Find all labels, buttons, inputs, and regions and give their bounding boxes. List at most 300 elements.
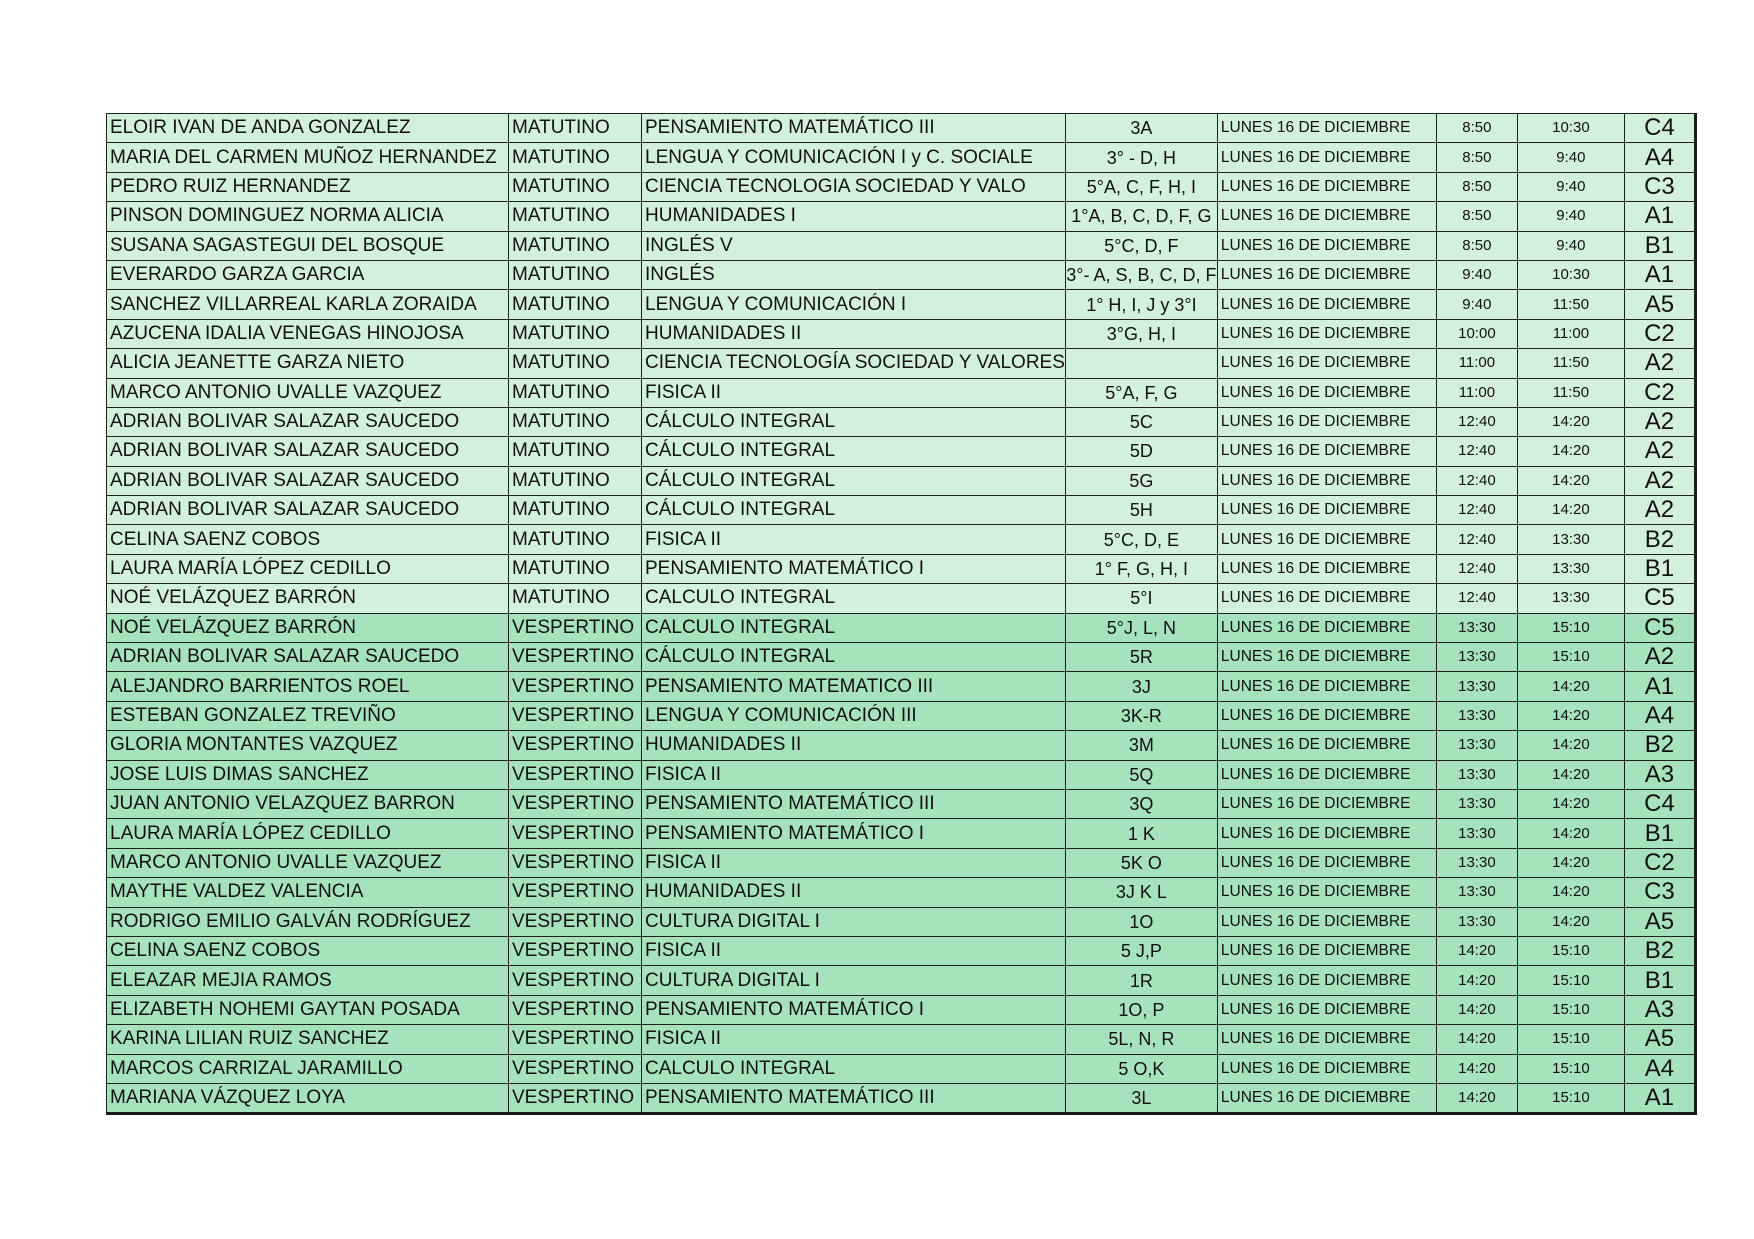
end-time-cell: 10:30	[1517, 114, 1624, 143]
date-cell: LUNES 16 DE DICIEMBRE	[1217, 525, 1436, 554]
shift-cell: MATUTINO	[509, 231, 642, 260]
subject-cell: PENSAMIENTO MATEMÁTICO III	[642, 789, 1066, 818]
room-cell: C3	[1624, 172, 1695, 201]
room-cell: A3	[1624, 995, 1695, 1024]
table-row	[107, 584, 1696, 613]
shift-cell: VESPERTINO	[509, 907, 642, 936]
table-row	[107, 1025, 1696, 1054]
group-cell	[1065, 349, 1217, 378]
group-cell: 3J	[1065, 672, 1217, 701]
group-cell: 5°C, D, E	[1065, 525, 1217, 554]
subject-cell: CALCULO INTEGRAL	[642, 613, 1066, 642]
end-time-cell: 14:20	[1517, 437, 1624, 466]
subject-cell: CÁLCULO INTEGRAL	[642, 466, 1066, 495]
date-cell: LUNES 16 DE DICIEMBRE	[1217, 819, 1436, 848]
end-time-cell: 15:10	[1517, 1054, 1624, 1083]
teacher-cell: KARINA LILIAN RUIZ SANCHEZ	[107, 1025, 509, 1054]
subject-cell: HUMANIDADES II	[642, 878, 1066, 907]
group-cell: 5°A, C, F, H, I	[1065, 172, 1217, 201]
date-cell: LUNES 16 DE DICIEMBRE	[1217, 407, 1436, 436]
room-cell: B1	[1624, 819, 1695, 848]
start-time-cell: 13:30	[1436, 643, 1517, 672]
start-time-cell: 12:40	[1436, 407, 1517, 436]
subject-cell: CIENCIA TECNOLOGIA SOCIEDAD Y VALO	[642, 172, 1066, 201]
start-time-cell: 13:30	[1436, 819, 1517, 848]
room-cell: A5	[1624, 907, 1695, 936]
group-cell: 5L, N, R	[1065, 1025, 1217, 1054]
end-time-cell: 9:40	[1517, 202, 1624, 231]
start-time-cell: 13:30	[1436, 907, 1517, 936]
shift-cell: VESPERTINO	[509, 1054, 642, 1083]
date-cell: LUNES 16 DE DICIEMBRE	[1217, 848, 1436, 877]
table-row	[107, 995, 1696, 1024]
shift-cell: VESPERTINO	[509, 819, 642, 848]
subject-cell: FISICA II	[642, 1025, 1066, 1054]
shift-cell: VESPERTINO	[509, 936, 642, 965]
table-row	[107, 319, 1696, 348]
teacher-cell: MARIANA VÁZQUEZ LOYA	[107, 1083, 509, 1113]
start-time-cell: 13:30	[1436, 848, 1517, 877]
date-cell: LUNES 16 DE DICIEMBRE	[1217, 760, 1436, 789]
end-time-cell: 14:20	[1517, 907, 1624, 936]
group-cell: 5K O	[1065, 848, 1217, 877]
date-cell: LUNES 16 DE DICIEMBRE	[1217, 907, 1436, 936]
end-time-cell: 14:20	[1517, 731, 1624, 760]
table-body	[107, 114, 1696, 1114]
date-cell: LUNES 16 DE DICIEMBRE	[1217, 1054, 1436, 1083]
group-cell: 5D	[1065, 437, 1217, 466]
start-time-cell: 8:50	[1436, 231, 1517, 260]
shift-cell: VESPERTINO	[509, 995, 642, 1024]
room-cell: C2	[1624, 848, 1695, 877]
date-cell: LUNES 16 DE DICIEMBRE	[1217, 878, 1436, 907]
group-cell: 3°- A, S, B, C, D, F	[1065, 260, 1217, 289]
start-time-cell: 8:50	[1436, 202, 1517, 231]
teacher-cell: LAURA MARÍA LÓPEZ CEDILLO	[107, 554, 509, 583]
subject-cell: PENSAMIENTO MATEMÁTICO III	[642, 1083, 1066, 1113]
date-cell: LUNES 16 DE DICIEMBRE	[1217, 172, 1436, 201]
room-cell: A4	[1624, 701, 1695, 730]
room-cell: C5	[1624, 613, 1695, 642]
end-time-cell: 10:30	[1517, 260, 1624, 289]
group-cell: 5Q	[1065, 760, 1217, 789]
subject-cell: FISICA II	[642, 525, 1066, 554]
start-time-cell: 14:20	[1436, 966, 1517, 995]
date-cell: LUNES 16 DE DICIEMBRE	[1217, 731, 1436, 760]
table-row	[107, 1054, 1696, 1083]
teacher-cell: CELINA SAENZ COBOS	[107, 525, 509, 554]
room-cell: A1	[1624, 202, 1695, 231]
table-row	[107, 202, 1696, 231]
shift-cell: MATUTINO	[509, 260, 642, 289]
table-row	[107, 848, 1696, 877]
table-row	[107, 407, 1696, 436]
date-cell: LUNES 16 DE DICIEMBRE	[1217, 290, 1436, 319]
teacher-cell: ELEAZAR MEJIA RAMOS	[107, 966, 509, 995]
room-cell: B1	[1624, 231, 1695, 260]
date-cell: LUNES 16 DE DICIEMBRE	[1217, 643, 1436, 672]
room-cell: B2	[1624, 936, 1695, 965]
table-row	[107, 143, 1696, 172]
start-time-cell: 8:50	[1436, 114, 1517, 143]
date-cell: LUNES 16 DE DICIEMBRE	[1217, 613, 1436, 642]
shift-cell: VESPERTINO	[509, 1083, 642, 1113]
group-cell: 5°A, F, G	[1065, 378, 1217, 407]
subject-cell: HUMANIDADES I	[642, 202, 1066, 231]
subject-cell: PENSAMIENTO MATEMATICO III	[642, 672, 1066, 701]
table-row	[107, 114, 1696, 143]
teacher-cell: ELOIR IVAN DE ANDA GONZALEZ	[107, 114, 509, 143]
subject-cell: CÁLCULO INTEGRAL	[642, 407, 1066, 436]
table-row	[107, 466, 1696, 495]
table-row	[107, 260, 1696, 289]
subject-cell: LENGUA Y COMUNICACIÓN I	[642, 290, 1066, 319]
group-cell: 5C	[1065, 407, 1217, 436]
date-cell: LUNES 16 DE DICIEMBRE	[1217, 1025, 1436, 1054]
table-row	[107, 819, 1696, 848]
end-time-cell: 15:10	[1517, 613, 1624, 642]
teacher-cell: ALEJANDRO BARRIENTOS ROEL	[107, 672, 509, 701]
teacher-cell: NOÉ VELÁZQUEZ BARRÓN	[107, 613, 509, 642]
date-cell: LUNES 16 DE DICIEMBRE	[1217, 231, 1436, 260]
room-cell: B1	[1624, 966, 1695, 995]
table-row	[107, 349, 1696, 378]
start-time-cell: 14:20	[1436, 1054, 1517, 1083]
date-cell: LUNES 16 DE DICIEMBRE	[1217, 584, 1436, 613]
table-row	[107, 613, 1696, 642]
subject-cell: CÁLCULO INTEGRAL	[642, 437, 1066, 466]
end-time-cell: 9:40	[1517, 172, 1624, 201]
date-cell: LUNES 16 DE DICIEMBRE	[1217, 349, 1436, 378]
end-time-cell: 14:20	[1517, 789, 1624, 818]
group-cell: 1° H, I, J y 3°I	[1065, 290, 1217, 319]
table-row	[107, 437, 1696, 466]
shift-cell: MATUTINO	[509, 319, 642, 348]
start-time-cell: 13:30	[1436, 789, 1517, 818]
table-row	[107, 789, 1696, 818]
date-cell: LUNES 16 DE DICIEMBRE	[1217, 466, 1436, 495]
group-cell: 3M	[1065, 731, 1217, 760]
room-cell: A4	[1624, 143, 1695, 172]
start-time-cell: 11:00	[1436, 349, 1517, 378]
date-cell: LUNES 16 DE DICIEMBRE	[1217, 701, 1436, 730]
teacher-cell: ELIZABETH NOHEMI GAYTAN POSADA	[107, 995, 509, 1024]
room-cell: A5	[1624, 1025, 1695, 1054]
teacher-cell: ADRIAN BOLIVAR SALAZAR SAUCEDO	[107, 437, 509, 466]
room-cell: B1	[1624, 554, 1695, 583]
start-time-cell: 10:00	[1436, 319, 1517, 348]
shift-cell: MATUTINO	[509, 349, 642, 378]
teacher-cell: MARCOS CARRIZAL JARAMILLO	[107, 1054, 509, 1083]
end-time-cell: 14:20	[1517, 672, 1624, 701]
date-cell: LUNES 16 DE DICIEMBRE	[1217, 437, 1436, 466]
room-cell: A2	[1624, 466, 1695, 495]
date-cell: LUNES 16 DE DICIEMBRE	[1217, 114, 1436, 143]
room-cell: B2	[1624, 731, 1695, 760]
date-cell: LUNES 16 DE DICIEMBRE	[1217, 378, 1436, 407]
table-row	[107, 496, 1696, 525]
end-time-cell: 11:50	[1517, 290, 1624, 319]
subject-cell: CÁLCULO INTEGRAL	[642, 496, 1066, 525]
shift-cell: MATUTINO	[509, 437, 642, 466]
table-row	[107, 172, 1696, 201]
group-cell: 5R	[1065, 643, 1217, 672]
end-time-cell: 14:20	[1517, 407, 1624, 436]
group-cell: 5 O,K	[1065, 1054, 1217, 1083]
subject-cell: LENGUA Y COMUNICACIÓN I y C. SOCIALE	[642, 143, 1066, 172]
subject-cell: CULTURA DIGITAL I	[642, 966, 1066, 995]
shift-cell: MATUTINO	[509, 378, 642, 407]
group-cell: 1°A, B, C, D, F, G	[1065, 202, 1217, 231]
group-cell: 5 J,P	[1065, 936, 1217, 965]
start-time-cell: 9:40	[1436, 260, 1517, 289]
room-cell: B2	[1624, 525, 1695, 554]
group-cell: 5°I	[1065, 584, 1217, 613]
table-row	[107, 760, 1696, 789]
table-row	[107, 966, 1696, 995]
end-time-cell: 9:40	[1517, 143, 1624, 172]
group-cell: 3°G, H, I	[1065, 319, 1217, 348]
room-cell: C4	[1624, 789, 1695, 818]
group-cell: 3° - D, H	[1065, 143, 1217, 172]
group-cell: 5H	[1065, 496, 1217, 525]
shift-cell: MATUTINO	[509, 143, 642, 172]
end-time-cell: 15:10	[1517, 995, 1624, 1024]
teacher-cell: ESTEBAN GONZALEZ TREVIÑO	[107, 701, 509, 730]
end-time-cell: 9:40	[1517, 231, 1624, 260]
teacher-cell: MAYTHE VALDEZ VALENCIA	[107, 878, 509, 907]
start-time-cell: 12:40	[1436, 554, 1517, 583]
start-time-cell: 12:40	[1436, 496, 1517, 525]
subject-cell: FISICA II	[642, 378, 1066, 407]
subject-cell: PENSAMIENTO MATEMÁTICO I	[642, 554, 1066, 583]
start-time-cell: 11:00	[1436, 378, 1517, 407]
subject-cell: PENSAMIENTO MATEMÁTICO III	[642, 114, 1066, 143]
date-cell: LUNES 16 DE DICIEMBRE	[1217, 496, 1436, 525]
subject-cell: HUMANIDADES II	[642, 319, 1066, 348]
shift-cell: VESPERTINO	[509, 1025, 642, 1054]
room-cell: C3	[1624, 878, 1695, 907]
shift-cell: VESPERTINO	[509, 760, 642, 789]
start-time-cell: 14:20	[1436, 1083, 1517, 1113]
date-cell: LUNES 16 DE DICIEMBRE	[1217, 672, 1436, 701]
start-time-cell: 13:30	[1436, 701, 1517, 730]
end-time-cell: 13:30	[1517, 554, 1624, 583]
teacher-cell: EVERARDO GARZA GARCIA	[107, 260, 509, 289]
shift-cell: VESPERTINO	[509, 731, 642, 760]
teacher-cell: MARCO ANTONIO UVALLE VAZQUEZ	[107, 378, 509, 407]
end-time-cell: 11:50	[1517, 378, 1624, 407]
shift-cell: VESPERTINO	[509, 848, 642, 877]
shift-cell: MATUTINO	[509, 172, 642, 201]
subject-cell: FISICA II	[642, 936, 1066, 965]
shift-cell: VESPERTINO	[509, 643, 642, 672]
table-row	[107, 731, 1696, 760]
end-time-cell: 11:00	[1517, 319, 1624, 348]
room-cell: C4	[1624, 114, 1695, 143]
shift-cell: MATUTINO	[509, 202, 642, 231]
start-time-cell: 13:30	[1436, 878, 1517, 907]
start-time-cell: 12:40	[1436, 466, 1517, 495]
teacher-cell: MARIA DEL CARMEN MUÑOZ HERNANDEZ	[107, 143, 509, 172]
end-time-cell: 14:20	[1517, 819, 1624, 848]
table-row	[107, 1083, 1696, 1113]
start-time-cell: 14:20	[1436, 1025, 1517, 1054]
end-time-cell: 15:10	[1517, 1083, 1624, 1113]
shift-cell: VESPERTINO	[509, 701, 642, 730]
date-cell: LUNES 16 DE DICIEMBRE	[1217, 1083, 1436, 1113]
date-cell: LUNES 16 DE DICIEMBRE	[1217, 202, 1436, 231]
group-cell: 3Q	[1065, 789, 1217, 818]
date-cell: LUNES 16 DE DICIEMBRE	[1217, 789, 1436, 818]
teacher-cell: GLORIA MONTANTES VAZQUEZ	[107, 731, 509, 760]
room-cell: A2	[1624, 437, 1695, 466]
table-row	[107, 878, 1696, 907]
teacher-cell: JOSE LUIS DIMAS SANCHEZ	[107, 760, 509, 789]
room-cell: A2	[1624, 407, 1695, 436]
room-cell: A1	[1624, 672, 1695, 701]
room-cell: C5	[1624, 584, 1695, 613]
table-row	[107, 525, 1696, 554]
subject-cell: CULTURA DIGITAL I	[642, 907, 1066, 936]
end-time-cell: 15:10	[1517, 966, 1624, 995]
teacher-cell: SUSANA SAGASTEGUI DEL BOSQUE	[107, 231, 509, 260]
room-cell: A1	[1624, 1083, 1695, 1113]
teacher-cell: ADRIAN BOLIVAR SALAZAR SAUCEDO	[107, 407, 509, 436]
shift-cell: MATUTINO	[509, 407, 642, 436]
date-cell: LUNES 16 DE DICIEMBRE	[1217, 260, 1436, 289]
teacher-cell: RODRIGO EMILIO GALVÁN RODRÍGUEZ	[107, 907, 509, 936]
date-cell: LUNES 16 DE DICIEMBRE	[1217, 936, 1436, 965]
room-cell: A2	[1624, 349, 1695, 378]
start-time-cell: 13:30	[1436, 760, 1517, 789]
group-cell: 1R	[1065, 966, 1217, 995]
subject-cell: INGLÉS V	[642, 231, 1066, 260]
start-time-cell: 14:20	[1436, 936, 1517, 965]
group-cell: 1O, P	[1065, 995, 1217, 1024]
teacher-cell: JUAN ANTONIO VELAZQUEZ BARRON	[107, 789, 509, 818]
shift-cell: VESPERTINO	[509, 789, 642, 818]
teacher-cell: SANCHEZ VILLARREAL KARLA ZORAIDA	[107, 290, 509, 319]
teacher-cell: NOÉ VELÁZQUEZ BARRÓN	[107, 584, 509, 613]
subject-cell: INGLÉS	[642, 260, 1066, 289]
teacher-cell: PEDRO RUIZ HERNANDEZ	[107, 172, 509, 201]
end-time-cell: 14:20	[1517, 878, 1624, 907]
room-cell: A1	[1624, 260, 1695, 289]
teacher-cell: ADRIAN BOLIVAR SALAZAR SAUCEDO	[107, 496, 509, 525]
teacher-cell: PINSON DOMINGUEZ NORMA ALICIA	[107, 202, 509, 231]
end-time-cell: 15:10	[1517, 643, 1624, 672]
end-time-cell: 15:10	[1517, 1025, 1624, 1054]
teacher-cell: ADRIAN BOLIVAR SALAZAR SAUCEDO	[107, 466, 509, 495]
shift-cell: MATUTINO	[509, 584, 642, 613]
end-time-cell: 14:20	[1517, 466, 1624, 495]
room-cell: C2	[1624, 319, 1695, 348]
start-time-cell: 9:40	[1436, 290, 1517, 319]
shift-cell: MATUTINO	[509, 496, 642, 525]
subject-cell: HUMANIDADES II	[642, 731, 1066, 760]
group-cell: 1O	[1065, 907, 1217, 936]
subject-cell: CIENCIA TECNOLOGÍA SOCIEDAD Y VALORES	[642, 349, 1066, 378]
group-cell: 5G	[1065, 466, 1217, 495]
group-cell: 1° F, G, H, I	[1065, 554, 1217, 583]
start-time-cell: 8:50	[1436, 172, 1517, 201]
start-time-cell: 14:20	[1436, 995, 1517, 1024]
start-time-cell: 12:40	[1436, 584, 1517, 613]
end-time-cell: 14:20	[1517, 701, 1624, 730]
date-cell: LUNES 16 DE DICIEMBRE	[1217, 319, 1436, 348]
group-cell: 5°C, D, F	[1065, 231, 1217, 260]
shift-cell: MATUTINO	[509, 290, 642, 319]
table-row	[107, 554, 1696, 583]
room-cell: A2	[1624, 643, 1695, 672]
table-row	[107, 936, 1696, 965]
shift-cell: MATUTINO	[509, 554, 642, 583]
shift-cell: VESPERTINO	[509, 613, 642, 642]
date-cell: LUNES 16 DE DICIEMBRE	[1217, 554, 1436, 583]
group-cell: 1 K	[1065, 819, 1217, 848]
teacher-cell: AZUCENA IDALIA VENEGAS HINOJOSA	[107, 319, 509, 348]
subject-cell: PENSAMIENTO MATEMÁTICO I	[642, 995, 1066, 1024]
group-cell: 5°J, L, N	[1065, 613, 1217, 642]
room-cell: A5	[1624, 290, 1695, 319]
date-cell: LUNES 16 DE DICIEMBRE	[1217, 966, 1436, 995]
date-cell: LUNES 16 DE DICIEMBRE	[1217, 995, 1436, 1024]
room-cell: A3	[1624, 760, 1695, 789]
subject-cell: FISICA II	[642, 848, 1066, 877]
end-time-cell: 11:50	[1517, 349, 1624, 378]
start-time-cell: 8:50	[1436, 143, 1517, 172]
exam-schedule-table	[106, 113, 1697, 1115]
table-row	[107, 672, 1696, 701]
start-time-cell: 12:40	[1436, 525, 1517, 554]
room-cell: A4	[1624, 1054, 1695, 1083]
end-time-cell: 14:20	[1517, 760, 1624, 789]
room-cell: C2	[1624, 378, 1695, 407]
table-row	[107, 378, 1696, 407]
shift-cell: VESPERTINO	[509, 672, 642, 701]
subject-cell: LENGUA Y COMUNICACIÓN III	[642, 701, 1066, 730]
end-time-cell: 14:20	[1517, 848, 1624, 877]
start-time-cell: 13:30	[1436, 613, 1517, 642]
shift-cell: VESPERTINO	[509, 966, 642, 995]
subject-cell: CALCULO INTEGRAL	[642, 1054, 1066, 1083]
teacher-cell: LAURA MARÍA LÓPEZ CEDILLO	[107, 819, 509, 848]
subject-cell: PENSAMIENTO MATEMÁTICO I	[642, 819, 1066, 848]
table-row	[107, 231, 1696, 260]
group-cell: 3K-R	[1065, 701, 1217, 730]
table-row	[107, 701, 1696, 730]
teacher-cell: ALICIA JEANETTE GARZA NIETO	[107, 349, 509, 378]
teacher-cell: ADRIAN BOLIVAR SALAZAR SAUCEDO	[107, 643, 509, 672]
table-row	[107, 290, 1696, 319]
start-time-cell: 12:40	[1436, 437, 1517, 466]
teacher-cell: CELINA SAENZ COBOS	[107, 936, 509, 965]
shift-cell: MATUTINO	[509, 525, 642, 554]
group-cell: 3L	[1065, 1083, 1217, 1113]
group-cell: 3J K L	[1065, 878, 1217, 907]
shift-cell: VESPERTINO	[509, 878, 642, 907]
subject-cell: FISICA II	[642, 760, 1066, 789]
teacher-cell: MARCO ANTONIO UVALLE VAZQUEZ	[107, 848, 509, 877]
start-time-cell: 13:30	[1436, 672, 1517, 701]
room-cell: A2	[1624, 496, 1695, 525]
table-row	[107, 907, 1696, 936]
start-time-cell: 13:30	[1436, 731, 1517, 760]
end-time-cell: 13:30	[1517, 525, 1624, 554]
end-time-cell: 13:30	[1517, 584, 1624, 613]
subject-cell: CALCULO INTEGRAL	[642, 584, 1066, 613]
